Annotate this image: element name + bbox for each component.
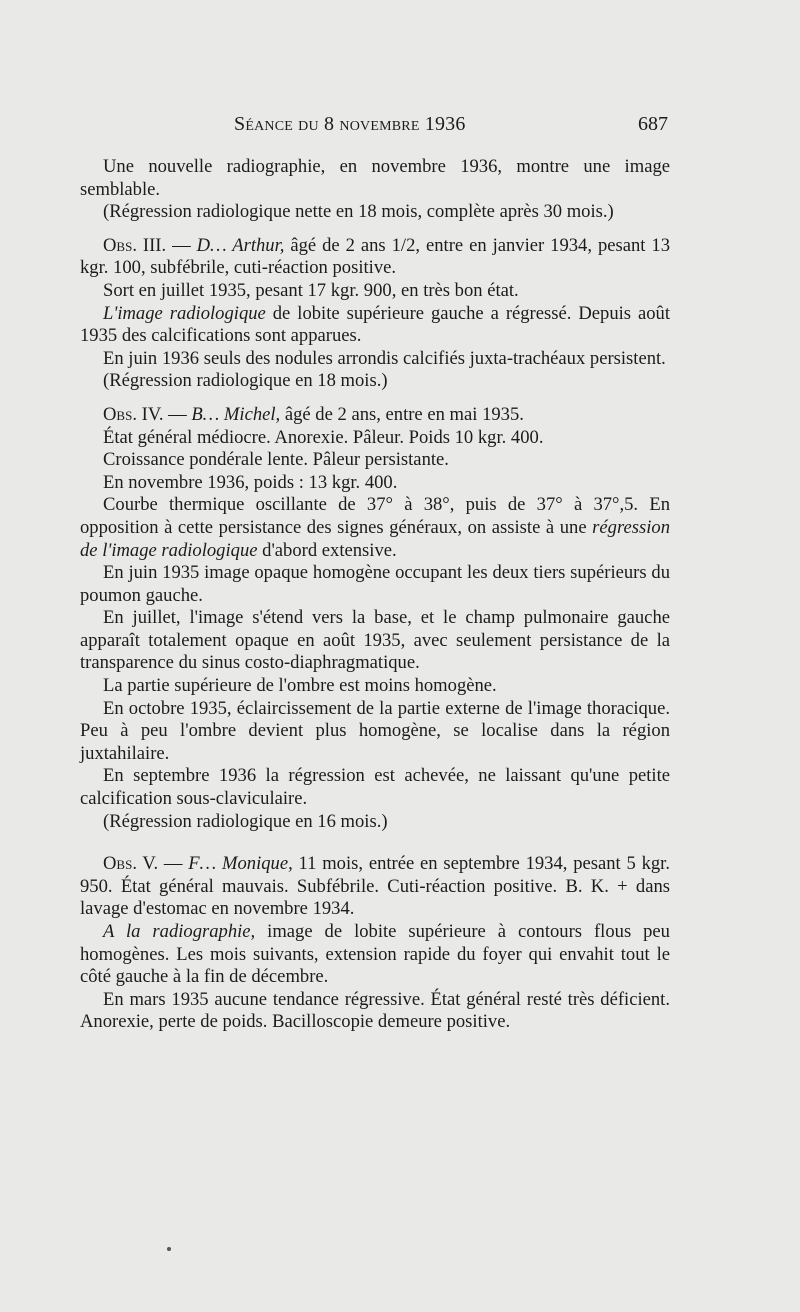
paragraph: Une nouvelle radiographie, en novembre 1936, montre une image semblable. [80, 156, 670, 200]
body-text [80, 156, 670, 1034]
paragraph: En juillet, l'image s'étend vers la base, et le champ pulmonaire gauche apparaît totalement opaque en août 1935, avec seulement persistance de la transparence du sinus costo-diaphragmatique. [80, 607, 670, 674]
paragraph: En juin 1936 seuls des nodules arrondis calcifiés juxta-trachéaux persistent. [103, 347, 666, 369]
paragraph: En octobre 1935, éclaircissement de la partie externe de l'image thoracique. Peu à peu l'ombre devient plus homogène, se localise dans la région juxtahilaire. [80, 697, 670, 764]
paragraph: En septembre 1936 la régression est achevée, ne laissant qu'une petite calcification sous-claviculaire. [80, 765, 670, 810]
paragraph: La partie supérieure de l'ombre est moins homogène. [103, 675, 497, 697]
ink-speck [167, 1247, 171, 1251]
paragraph: En mars 1935 aucune tendance régressive. État général resté très déficient. Anorexie, perte de poids. Bacilloscopie demeure positive. [80, 988, 670, 1033]
paragraph: (Régression radiologique nette en 18 mois, complète après 30 mois.) [103, 201, 614, 223]
running-header [234, 113, 668, 136]
paragraph: L'image radiologique de lobite supérieure gauche a régressé. Depuis août 1935 des calcifications sont apparues. [80, 302, 670, 347]
paragraph: En novembre 1936, poids : 13 kgr. 400. [103, 471, 398, 493]
paragraph: Croissance pondérale lente. Pâleur persistante. [103, 449, 449, 471]
paragraph: (Régression radiologique en 18 mois.) [103, 370, 388, 392]
paragraph: A la radiographie, image de lobite supérieure à contours flous peu homogènes. Les mois suivants, extension rapide du foyer qui envahit tout le côté gauche à la fin de décembre. [80, 921, 670, 988]
observation-4: Obs. IV. — B… Michel, âgé de 2 ans, entre en mai 1935. [103, 403, 524, 425]
paragraph: Courbe thermique oscillante de 37° à 38°, puis de 37° à 37°,5. En opposition à cette persistance des signes généraux, on assiste à une régression de l'image radiologique d'abord extensive. [80, 494, 670, 561]
page-number: 687 [638, 113, 668, 135]
paragraph: (Régression radiologique en 16 mois.) [103, 810, 388, 832]
header-title: Séance du 8 novembre 1936 [234, 113, 466, 135]
observation-3: Obs. III. — D… Arthur, âgé de 2 ans 1/2, entre en janvier 1934, pesant 13 kgr. 100, subfébrile, cuti-réaction positive. [80, 234, 670, 279]
observation-5: Obs. V. — F… Monique, 11 mois, entrée en septembre 1934, pesant 5 kgr. 950. État général mauvais. Subfébrile. Cuti-réaction positive. B. K. + dans lavage d'estomac en novembre 1934. [80, 853, 670, 920]
paragraph: Sort en juillet 1935, pesant 17 kgr. 900, en très bon état. [103, 279, 519, 301]
paragraph: En juin 1935 image opaque homogène occupant les deux tiers supérieurs du poumon gauche. [80, 562, 670, 606]
paragraph: État général médiocre. Anorexie. Pâleur. Poids 10 kgr. 400. [103, 426, 544, 448]
